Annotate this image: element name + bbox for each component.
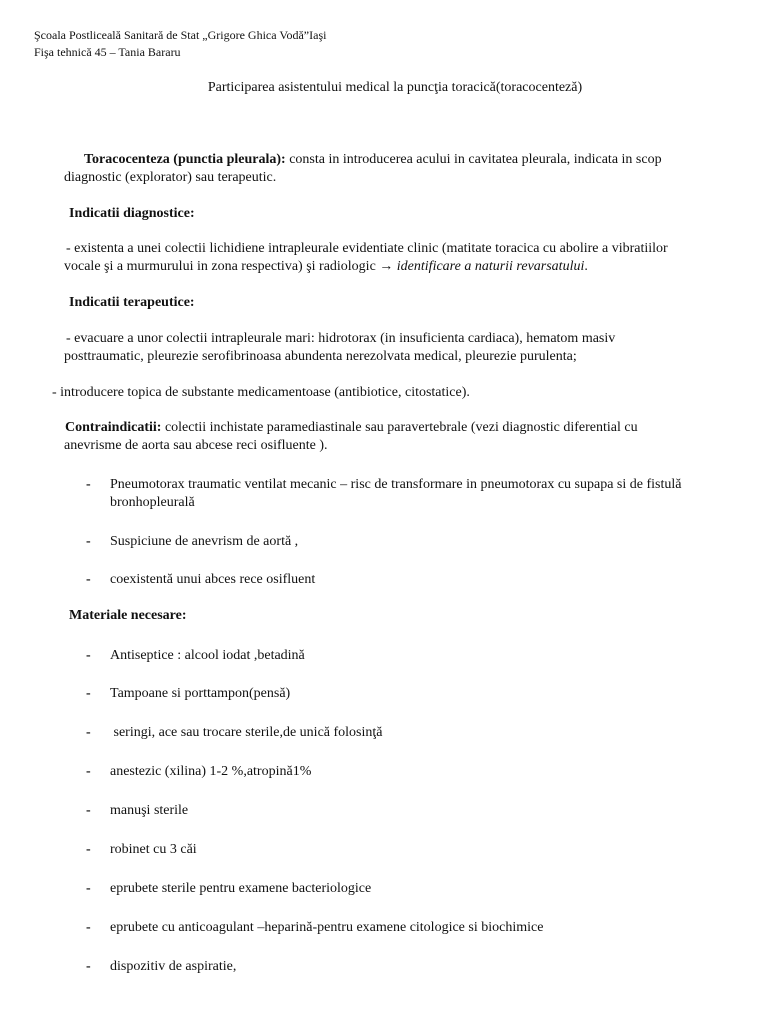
list-item: Tampoane si porttampon(pensă)	[110, 686, 291, 701]
header-sheet: Fişa tehnică 45 – Tania Bararu	[34, 45, 181, 59]
therapeutic-line-2: posttraumatic, pleurezie serofibrinoasa abundenta nerezolvata medical, pleurezie purulenta;	[64, 349, 577, 364]
therapeutic-heading: Indicatii terapeutice:	[69, 295, 195, 310]
list-bullet: -	[86, 534, 91, 549]
diagnostic-line-1: - existenta a unei colectii lichidiene intrapleurale evidentiate clinic (matitate toracica cu abolire a vibratiilor	[66, 241, 668, 256]
list-item: anestezic (xilina) 1-2 %,atropină1%	[110, 764, 312, 779]
page-title: Participarea asistentului medical la puncţia toracică(toracocenteză)	[207, 80, 583, 95]
list-bullet: -	[86, 686, 91, 701]
diagnostic-italic: identificare a naturii revarsatului	[396, 259, 585, 274]
list-item: robinet cu 3 căi	[110, 842, 197, 857]
definition-term: Toracocenteza (punctia pleurala):	[84, 152, 286, 167]
list-bullet: -	[86, 842, 91, 857]
list-item: Suspiciune de anevrism de aortă ,	[110, 534, 299, 549]
list-bullet: -	[86, 725, 91, 740]
header-school: Şcoala Postliceală Sanitară de Stat „Grigore Ghica Vodă”Iaşi	[34, 28, 327, 42]
list-bullet: -	[86, 920, 91, 935]
list-item: Antiseptice : alcool iodat ,betadină	[110, 648, 305, 663]
list-bullet: -	[86, 572, 91, 587]
list-item: dispozitiv de aspiratie,	[110, 959, 237, 974]
list-item-continued: bronhopleurală	[110, 495, 195, 510]
list-bullet: -	[86, 881, 91, 896]
diagnostic-line-2-text: vocale şi a murmurului in zona respectiva) şi radiologic →	[64, 259, 397, 274]
definition-text-continued: diagnostic (explorator) sau terapeutic.	[64, 170, 277, 185]
therapeutic-line-3: - introducere topica de substante medicamentoase (antibiotice, citostatice).	[52, 385, 470, 400]
list-bullet: -	[86, 648, 91, 663]
diagnostic-line-2	[64, 258, 588, 276]
diagnostic-line-2-end: .	[584, 259, 588, 274]
contraindications-text-continued: anevrisme de aorta sau abcese reci osifluente ).	[64, 438, 328, 453]
definition-text: consta in introducerea acului in cavitatea pleurala, indicata in scop	[285, 152, 662, 167]
list-item: coexistentă unui abces rece osifluent	[110, 572, 316, 587]
list-bullet: -	[86, 959, 91, 974]
list-bullet: -	[86, 764, 91, 779]
list-item: manuşi sterile	[110, 803, 189, 818]
diagnostic-heading: Indicatii diagnostice:	[69, 206, 195, 221]
list-bullet: -	[86, 803, 91, 818]
list-item: seringi, ace sau trocare sterile,de unică folosinţă	[110, 725, 383, 740]
therapeutic-line-1: - evacuare a unor colectii intrapleurale mari: hidrotorax (in insuficienta cardiaca), hematom masiv	[66, 331, 616, 346]
contraindications-paragraph	[65, 419, 638, 437]
list-item: eprubete sterile pentru examene bacteriologice	[110, 881, 372, 896]
list-bullet: -	[86, 477, 91, 492]
list-item: Pneumotorax traumatic ventilat mecanic – risc de transformare in pneumotorax cu supapa si de fistulă	[110, 477, 682, 492]
materials-heading: Materiale necesare:	[69, 608, 187, 623]
list-item: eprubete cu anticoagulant –heparină-pentru examene citologice si biochimice	[110, 920, 544, 935]
contraindications-heading: Contraindicatii:	[65, 420, 162, 435]
contraindications-text: colectii inchistate paramediastinale sau paravertebrale (vezi diagnostic diferential cu	[161, 420, 638, 435]
definition-paragraph	[84, 151, 662, 169]
